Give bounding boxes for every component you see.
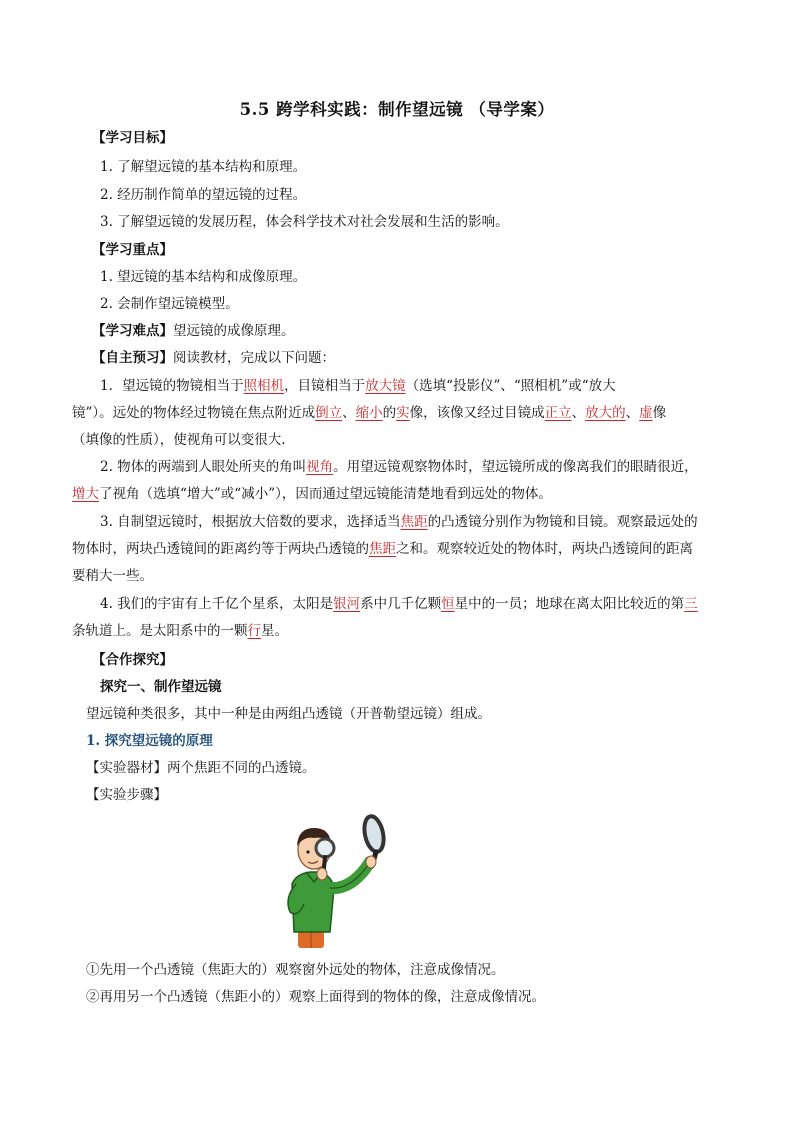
q1-answer: 放大的 — [585, 405, 626, 421]
preview-intro: 阅读教材，完成以下问题： — [173, 350, 335, 366]
boy-with-magnifiers-illustration — [274, 812, 394, 952]
question-2-line-1 — [100, 457, 760, 477]
difficulty-text: 望远镜的成像原理。 — [173, 323, 295, 339]
goal-item: 3. 了解望远镜的发展历程，体会科学技术对社会发展和生活的影响。 — [100, 214, 509, 230]
q1-answer: 倒立 — [315, 405, 343, 421]
q4-answer: 恒 — [441, 596, 455, 612]
q2-text: 2. 物体的两端到人眼处所夹的角叫 — [100, 459, 307, 475]
goals-heading: 【学习目标】 — [92, 130, 173, 146]
q2-text: 。用望远镜观察物体时，望远镜所成的像离我们的眼睛很近， — [333, 459, 698, 475]
explore-description: 望远镜种类很多，其中一种是由两组凸透镜（开普勒望远镜）组成。 — [86, 706, 491, 722]
q2-text: 了视角（选填“增大”或“减小”），因而通过望远镜能清楚地看到远处的物体。 — [99, 486, 552, 502]
q4-answer: 银河 — [333, 596, 361, 612]
q4-text: 星中的一员；地球在离太阳比较近的第 — [454, 596, 685, 612]
q3-text: 物体时，两块凸透镜间的距离约等于两块凸透镜的 — [72, 541, 369, 557]
preview-line — [92, 348, 752, 368]
q1-text: 、 — [625, 405, 640, 421]
question-4-line-1 — [100, 594, 760, 614]
step-item: ①先用一个凸透镜（焦距大的）观察窗外远处的物体，注意成像情况。 — [86, 962, 505, 978]
explore-point: 1. 探究望远镜的原理 — [86, 733, 213, 749]
q3-text: 3. 自制望远镜时，根据放大倍数的要求，选择适当 — [100, 514, 401, 530]
q1-answer: 实 — [396, 405, 410, 421]
question-1-line-2 — [72, 403, 732, 423]
q2-answer: 视角 — [306, 459, 334, 475]
key-points-heading: 【学习重点】 — [92, 242, 173, 258]
goal-item: 1. 了解望远镜的基本结构和原理。 — [100, 159, 307, 175]
question-2-line-2 — [72, 484, 732, 504]
q4-text: 星。 — [261, 623, 288, 639]
q1-text: 1．望远镜的物镜相当于 — [100, 378, 244, 394]
q4-answer: 行 — [247, 623, 261, 639]
step-item: ②再用另一个凸透镜（焦距小的）观察上面得到的物体的像，注意成像情况。 — [86, 989, 545, 1005]
q3-text: 之和。观察较近处的物体时，两块凸透镜间的距离 — [396, 541, 693, 557]
explore-heading: 【合作探究】 — [92, 652, 173, 668]
difficulty-line — [92, 321, 752, 341]
q1-answer: 照相机 — [243, 378, 285, 394]
q1-text: 的 — [382, 405, 397, 421]
q1-answer: 缩小 — [355, 405, 383, 421]
q1-text: 、 — [571, 405, 586, 421]
q3-answer: 焦距 — [400, 514, 428, 530]
key-point-item: 1. 望远镜的基本结构和成像原理。 — [100, 269, 307, 285]
key-point-item: 2. 会制作望远镜模型。 — [100, 296, 239, 312]
q1-text: ，目镜相当于 — [284, 378, 366, 394]
difficulty-heading: 【学习难点】 — [92, 323, 173, 339]
question-4-line-2 — [72, 621, 732, 641]
q1-text: 像 — [652, 405, 667, 421]
q4-text: 条轨道上。是太阳系中的一颗 — [72, 623, 248, 639]
q1-text: 镜”）。远处的物体经过物镜在焦点附近成 — [72, 405, 316, 421]
question-1-line-3: （填像的性质），使视角可以变很大. — [72, 432, 286, 448]
equipment-label: 【实验器材】 — [86, 760, 167, 776]
q1-text: 、 — [342, 405, 356, 421]
explore-subheading: 探究一、制作望远镜 — [100, 679, 222, 695]
q2-answer: 增大 — [72, 486, 99, 502]
q4-answer: 三 — [684, 596, 698, 612]
q1-text: （选填“投影仪”、“照相机”或“放大 — [405, 378, 616, 394]
question-3-line-1 — [100, 512, 760, 532]
q1-answer: 正立 — [544, 405, 572, 421]
page-title: 5.5 跨学科实践：制作望远镜 （导学案） — [239, 100, 555, 119]
question-3-line-3: 要稍大一些。 — [72, 568, 153, 584]
equipment-text: 两个焦距不同的凸透镜。 — [167, 760, 316, 776]
q3-answer: 焦距 — [369, 541, 396, 557]
q1-text: 像，该像又经过目镜成 — [409, 405, 545, 421]
equipment-line — [86, 758, 746, 778]
steps-heading: 【实验步骤】 — [86, 787, 167, 803]
q1-answer: 放大镜 — [365, 378, 406, 394]
preview-heading: 【自主预习】 — [92, 350, 173, 366]
q1-answer: 虚 — [639, 405, 653, 421]
question-3-line-2 — [72, 539, 732, 559]
goal-item: 2. 经历制作简单的望远镜的过程。 — [100, 187, 307, 203]
q4-text: 4. 我们的宇宙有上千亿个星系，太阳是 — [100, 596, 334, 612]
question-1-line-1 — [100, 376, 760, 396]
q3-text: 的凸透镜分别作为物镜和目镜。观察最远处的 — [427, 514, 698, 530]
q4-text: 系中几千亿颗 — [360, 596, 442, 612]
